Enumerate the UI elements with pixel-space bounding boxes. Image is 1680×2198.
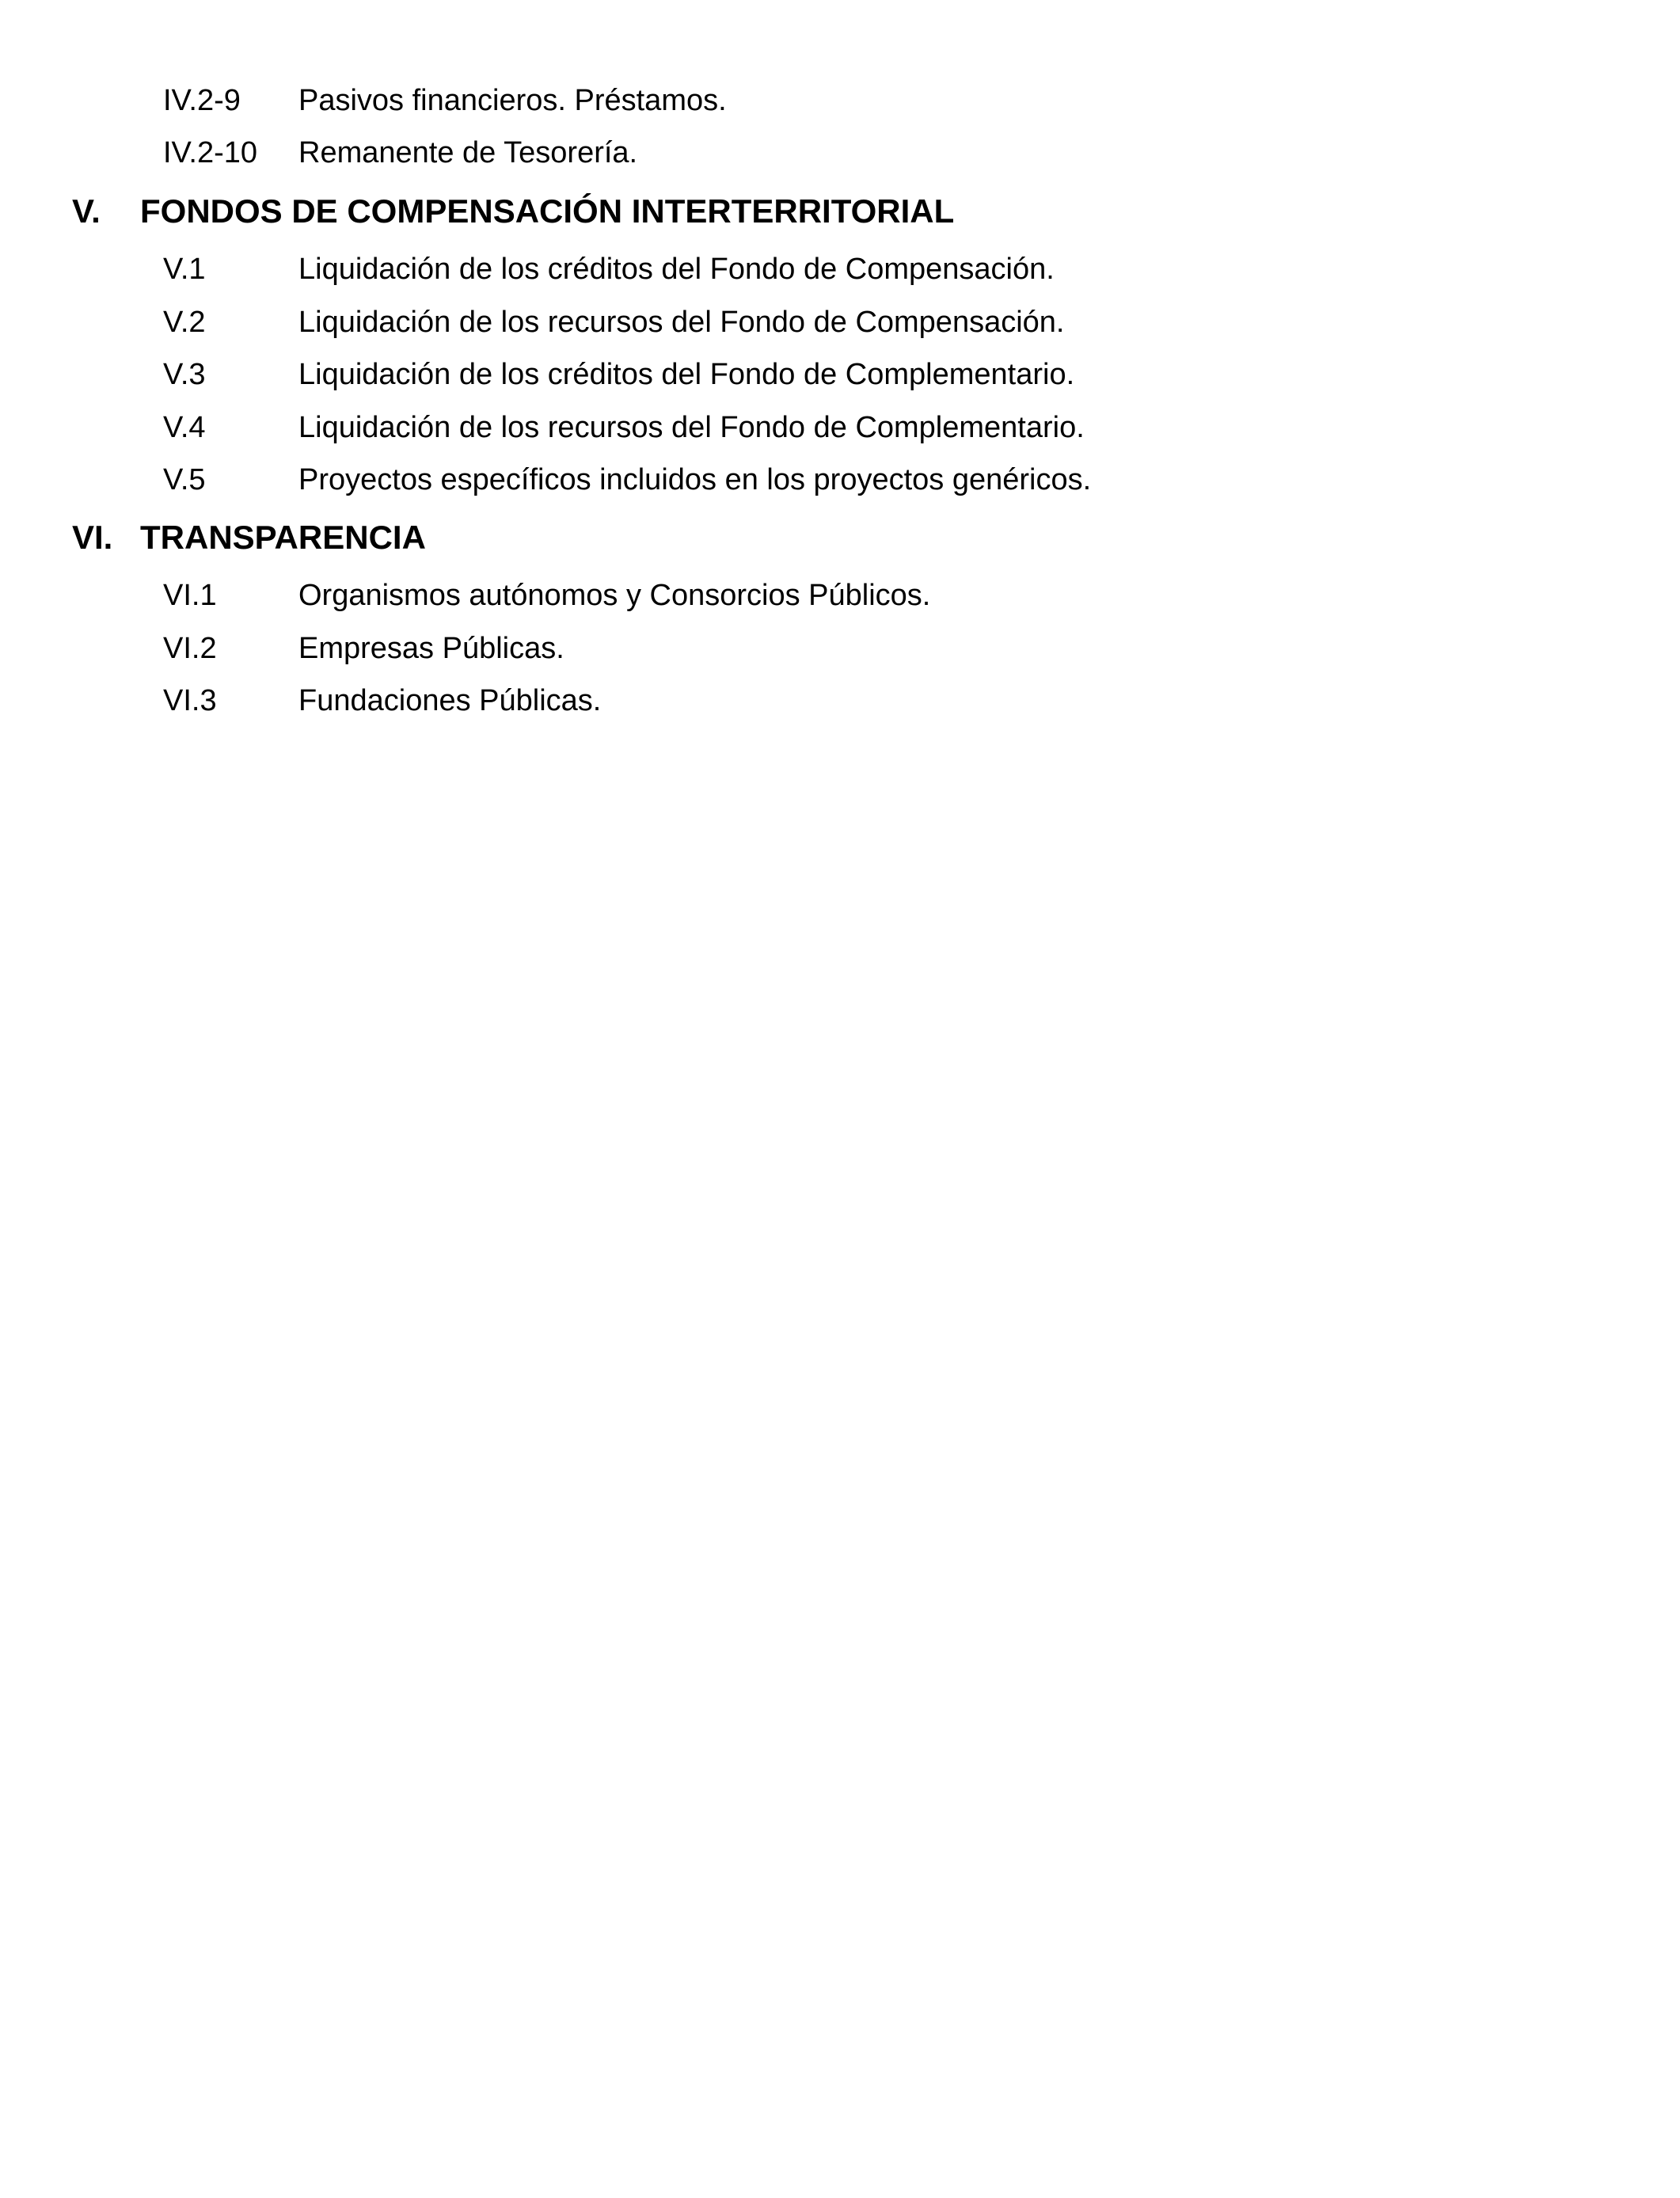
section-heading-v — [0, 188, 1680, 235]
toc-item-code: IV.2-10 — [163, 136, 258, 169]
toc-item-text: Remanente de Tesorería. — [298, 136, 638, 169]
toc-item-text: Proyectos específicos incluidos en los proyectos genéricos. — [298, 463, 1092, 496]
toc-item-text: Organismos autónomos y Consorcios Públicos. — [298, 579, 931, 612]
toc-item-text: Liquidación de los recursos del Fondo de Complementario. — [298, 411, 1085, 444]
toc-item-code: V.5 — [163, 463, 206, 496]
section-heading-vi — [0, 514, 1680, 561]
section-number: VI. — [72, 519, 113, 556]
section-number: V. — [72, 192, 101, 230]
toc-item — [0, 456, 1680, 504]
toc-item — [0, 77, 1680, 124]
toc-item-code: V.1 — [163, 253, 206, 286]
toc-item-code: IV.2-9 — [163, 84, 241, 117]
toc-item-text: Fundaciones Públicas. — [298, 684, 602, 717]
toc-item-code: V.4 — [163, 411, 206, 444]
toc-item-text: Empresas Públicas. — [298, 632, 564, 665]
toc-item-code: VI.3 — [163, 684, 217, 717]
toc-item — [0, 351, 1680, 398]
toc-item — [0, 572, 1680, 619]
toc-item-text: Liquidación de los créditos del Fondo de Compensación. — [298, 253, 1055, 286]
toc-item-code: VI.1 — [163, 579, 217, 612]
toc-item-text: Pasivos financieros. Préstamos. — [298, 84, 727, 117]
toc-item — [0, 404, 1680, 451]
toc-item-code: V.2 — [163, 306, 206, 339]
toc-item-text: Liquidación de los recursos del Fondo de Compensación. — [298, 306, 1065, 339]
toc-item-code: V.3 — [163, 358, 206, 391]
toc-item — [0, 129, 1680, 177]
toc-item-code: VI.2 — [163, 632, 217, 665]
toc-item — [0, 245, 1680, 293]
toc-item — [0, 299, 1680, 346]
toc-item — [0, 677, 1680, 724]
section-title: TRANSPARENCIA — [140, 519, 426, 556]
section-title: FONDOS DE COMPENSACIÓN INTERTERRITORIAL — [140, 192, 955, 230]
toc-item — [0, 625, 1680, 672]
toc-item-text: Liquidación de los créditos del Fondo de Complementario. — [298, 358, 1075, 391]
